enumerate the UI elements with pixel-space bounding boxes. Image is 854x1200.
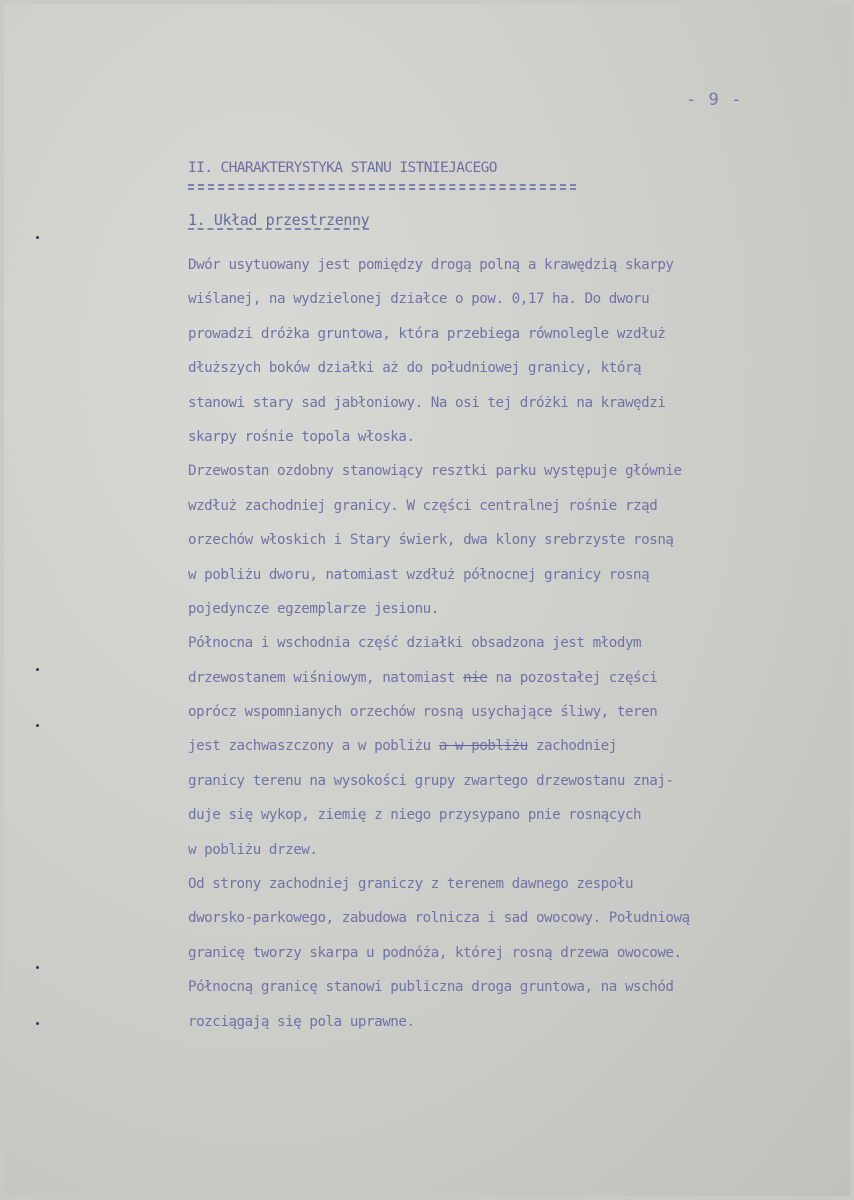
text-line: Dwór usytuowany jest pomiędzy drogą polną a krawędzią skarpy [188, 257, 674, 273]
text-line: wiślanej, na wydzielonej działce o pow. 0,17 ha. Do dworu [188, 291, 650, 308]
text-line: granicę tworzy skarpa u podnóża, której rosną drzewa owocowe. [188, 944, 682, 961]
text-line: skarpy rośnie topola włoska. [188, 428, 415, 445]
subheading: 1. Układ przestrzenny [188, 211, 370, 229]
text-line: orzechów włoskich i Stary świerk, dwa klony srebrzyste rosną [188, 532, 674, 549]
struck-text: a w pobliżu [438, 738, 528, 755]
text-line: w pobliżu drzew. [188, 841, 318, 858]
text-line: rozciągają się pola uprawne. [188, 1013, 415, 1030]
text-line: Północną granicę stanowi publiczna droga gruntowa, na wschód [188, 979, 674, 996]
line-text-rest: zachodniej [527, 738, 617, 755]
text-line-with-strike [188, 729, 828, 763]
text-line: stanowi stary sad jabłoniowy. Na osi tej dróżki na krawędzi [188, 394, 666, 411]
margin-dot [36, 236, 39, 239]
text-line: Północna i wschodnia część działki obsadzona jest młodym [188, 635, 642, 652]
text-line: duje się wykop, ziemię z niego przysypano pnie rosnących [188, 807, 642, 824]
margin-dot [36, 724, 39, 727]
text-line: pojedyncze egzemplarze jesionu. [188, 600, 439, 617]
body-text [188, 248, 828, 1039]
document-page [4, 4, 850, 1196]
heading-double-underline [188, 184, 576, 190]
text-line: Drzewostan ozdobny stanowiący resztki parku występuje głównie [188, 463, 682, 480]
text-line: w pobliżu dworu, natomiast wzdłuż północnej granicy rosną [188, 566, 650, 583]
line-text: drzewostanem wiśniowym, natomiast [188, 669, 456, 686]
line-text: jest zachwaszczony a w pobliżu [188, 738, 431, 755]
text-line: oprócz wspomnianych orzechów rosną usychające śliwy, teren [188, 704, 658, 721]
text-line: Od strony zachodniej graniczy z terenem dawnego zespołu [188, 876, 634, 893]
margin-dot [36, 1022, 39, 1025]
text-line: wzdłuż zachodniej granicy. W części centralnej rośnie rząd [188, 497, 658, 514]
struck-text: nie [463, 669, 488, 686]
text-line-with-strike [188, 661, 828, 695]
margin-dot [36, 668, 39, 671]
page-number: - 9 - [686, 90, 743, 110]
text-line: dworsko-parkowego, zabudowa rolnicza i sad owocowy. Południową [188, 910, 690, 927]
line-text-rest: na pozostałej części [487, 669, 658, 686]
text-line: prowadzi dróżka gruntowa, która przebiega równolegle wzdłuż [188, 325, 666, 342]
text-line: dłuższych boków działki aż do południowej granicy, którą [188, 360, 642, 377]
text-line: granicy terenu na wysokości grupy zwartego drzewostanu znaj- [188, 772, 674, 789]
margin-dot [36, 966, 39, 969]
section-heading: II. CHARAKTERYSTYKA STANU ISTNIEJACEGO [188, 160, 497, 176]
